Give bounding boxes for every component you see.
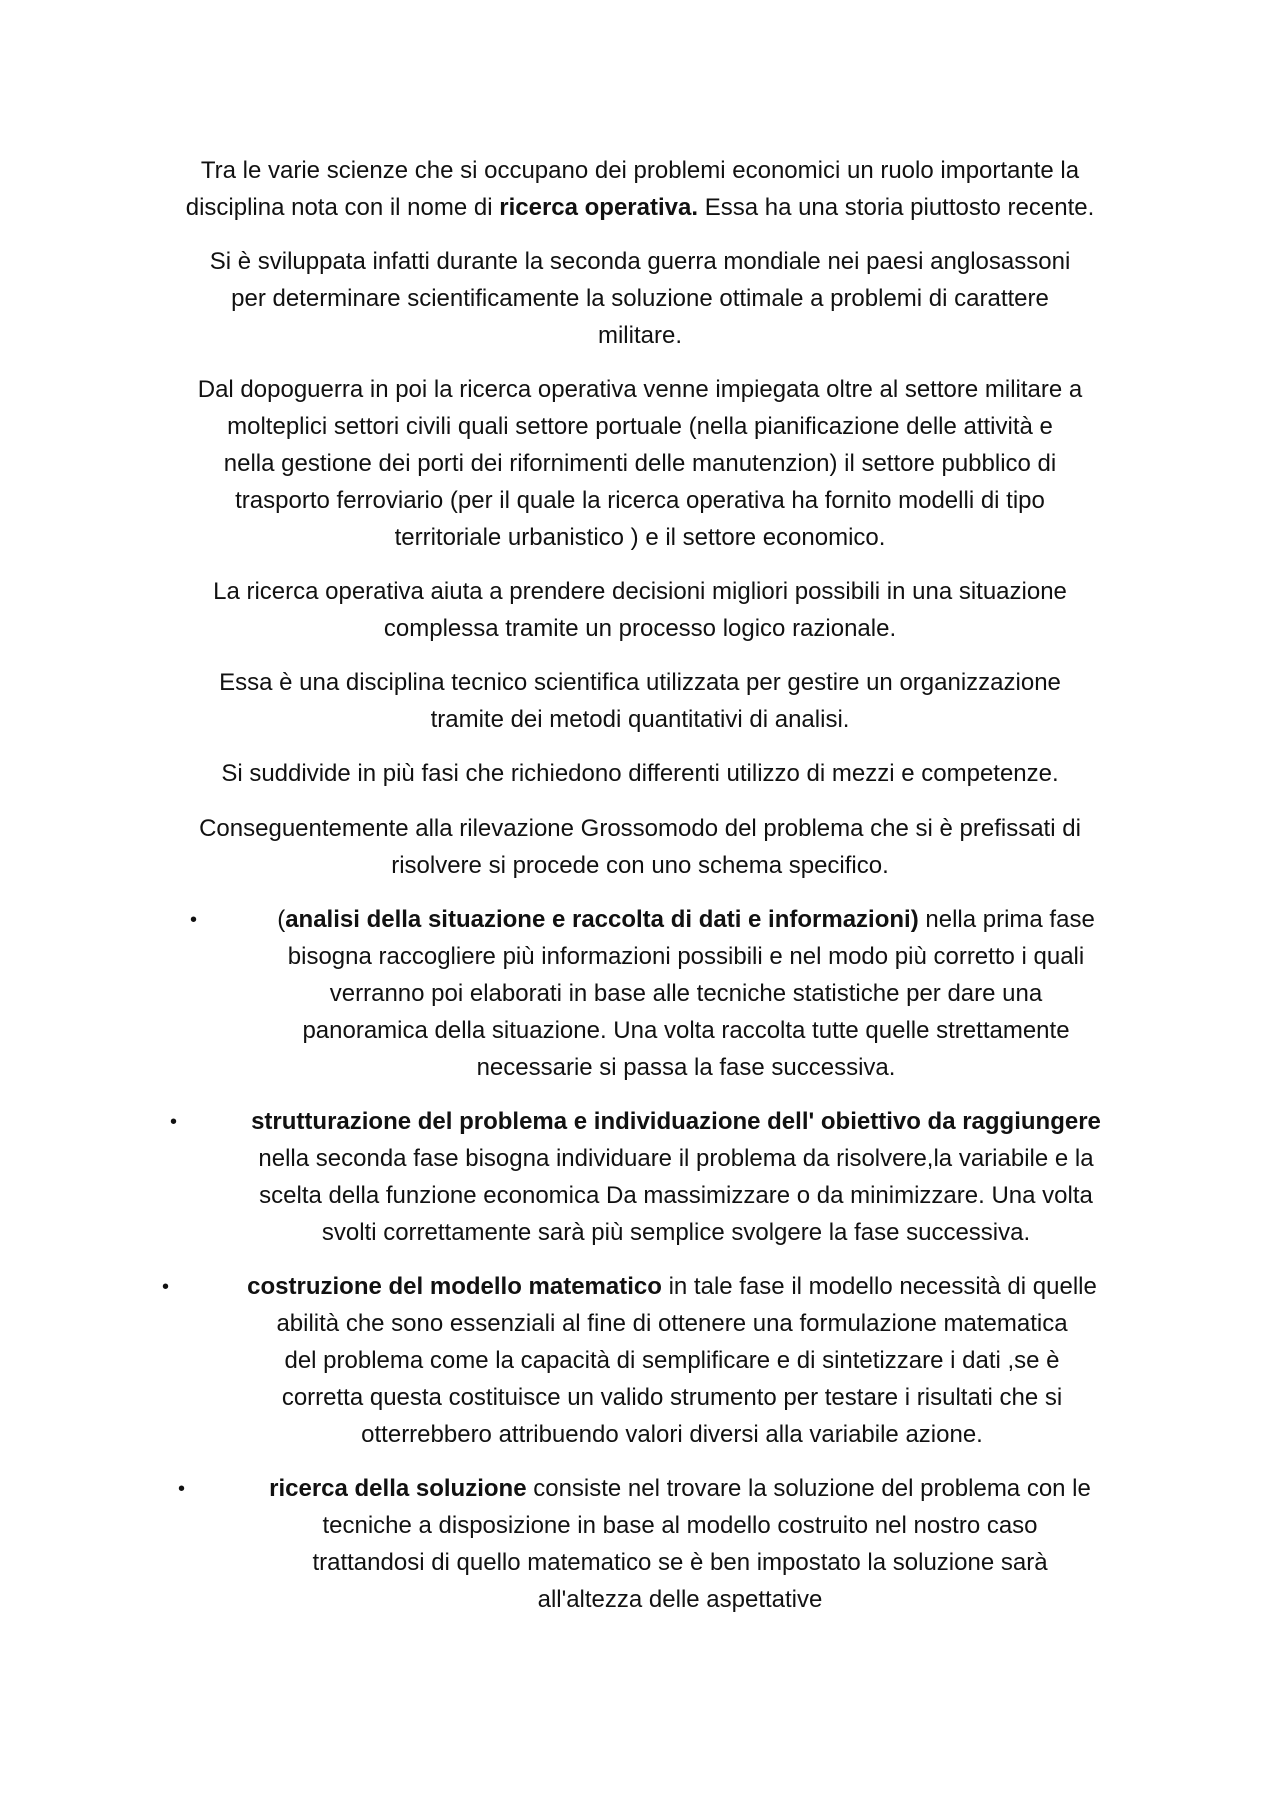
intro-line-2 <box>0 190 1280 227</box>
intro-term-bold: ricerca operativa. <box>499 194 699 221</box>
bullet-marker: • <box>190 909 198 931</box>
bullet4-rest: consiste nel trovare la soluzione del problema con le <box>526 1475 1091 1502</box>
bullet2-line-1 <box>196 1104 1156 1141</box>
para7-line-2: risolvere si procede con uno schema specifico. <box>391 852 889 879</box>
bullet4-line-1 <box>204 1471 1156 1508</box>
bullet3-line-3: del problema come la capacità di semplificare e di sintetizzare i dati ,se è <box>284 1347 1060 1374</box>
bullet1-line-4: panoramica della situazione. Una volta raccolta tutte quelle strettamente <box>302 1017 1070 1044</box>
bullet3-line-1 <box>188 1269 1156 1306</box>
para3-line-5: territoriale urbanistico ) e il settore economico. <box>394 524 886 551</box>
para3-line-2: molteplici settori civili quali settore portuale (nella pianificazione delle attività e <box>227 413 1053 440</box>
para2-line-1: Si è sviluppata infatti durante la seconda guerra mondiale nei paesi anglosassoni <box>209 248 1071 275</box>
intro-line-2-post: Essa ha una storia piuttosto recente. <box>698 194 1095 221</box>
bullet-marker: • <box>170 1111 178 1133</box>
bullet-marker: • <box>178 1478 186 1500</box>
bullet4-line-4: all'altezza delle aspettative <box>537 1586 823 1613</box>
bullet3-line-4: corretta questa costituisce un valido strumento per testare i risultati che si <box>281 1384 1063 1411</box>
bullet1-open-paren: ( <box>277 906 286 933</box>
para3-line-4: trasporto ferroviario (per il quale la ricerca operativa ha fornito modelli di tipo <box>235 487 1045 514</box>
bullet2-line-2: nella seconda fase bisogna individuare il problema da risolvere,la variabile e la <box>258 1145 1094 1172</box>
bullet2-line-3: scelta della funzione economica Da massimizzare o da minimizzare. Una volta <box>259 1182 1093 1209</box>
intro-line-1: Tra le varie scienze che si occupano dei problemi economici un ruolo importante la <box>200 157 1080 184</box>
bullet4-line-2: tecniche a disposizione in base al modello costruito nel nostro caso <box>322 1512 1038 1539</box>
bullet3-heading: costruzione del modello matematico <box>247 1273 662 1300</box>
para3-line-1: Dal dopoguerra in poi la ricerca operativa venne impiegata oltre al settore militare a <box>197 376 1083 403</box>
para4-line-2: complessa tramite un processo logico razionale. <box>383 615 897 642</box>
bullet1-heading: analisi della situazione e raccolta di dati e informazioni) <box>285 906 919 933</box>
para5-line-1: Essa è una disciplina tecnico scientifica utilizzata per gestire un organizzazione <box>219 669 1061 696</box>
bullet1-rest: nella prima fase <box>918 906 1095 933</box>
para4-line-1: La ricerca operativa aiuta a prendere decisioni migliori possibili in una situazione <box>213 578 1067 605</box>
para3-line-3: nella gestione dei porti dei rifornimenti delle manutenzion) il settore pubblico di <box>223 450 1057 477</box>
bullet1-line-3: verranno poi elaborati in base alle tecniche statistiche per dare una <box>329 980 1043 1007</box>
bullet1-line-5: necessarie si passa la fase successiva. <box>476 1054 896 1081</box>
para2-line-2: per determinare scientificamente la soluzione ottimale a problemi di carattere <box>231 285 1049 312</box>
bullet2-heading: strutturazione del problema e individuazione dell' obiettivo da raggiungere <box>251 1108 1101 1135</box>
para5-line-2: tramite dei metodi quantitativi di analisi. <box>430 706 850 733</box>
bullet2-line-4: svolti correttamente sarà più semplice svolgere la fase successiva. <box>321 1219 1031 1246</box>
bullet3-line-2: abilità che sono essenziali al fine di ottenere una formulazione matematica <box>276 1310 1068 1337</box>
intro-line-2-pre: disciplina nota con il nome di <box>185 194 500 221</box>
bullet3-line-5: otterrebbero attribuendo valori diversi alla variabile azione. <box>361 1421 983 1448</box>
para2-line-3: militare. <box>597 322 682 349</box>
bullet3-rest: in tale fase il modello necessità di quelle <box>661 1273 1097 1300</box>
bullet-marker: • <box>162 1276 170 1298</box>
bullet4-line-3: trattandosi di quello matematico se è ben impostato la soluzione sarà <box>312 1549 1048 1576</box>
para7-line-1: Conseguentemente alla rilevazione Grossomodo del problema che si è prefissati di <box>199 815 1081 842</box>
bullet1-line-1 <box>216 902 1156 939</box>
para6-line-1: Si suddivide in più fasi che richiedono differenti utilizzo di mezzi e competenze. <box>221 760 1059 787</box>
bullet4-heading: ricerca della soluzione <box>269 1475 527 1502</box>
bullet1-line-2: bisogna raccogliere più informazioni possibili e nel modo più corretto i quali <box>287 943 1085 970</box>
